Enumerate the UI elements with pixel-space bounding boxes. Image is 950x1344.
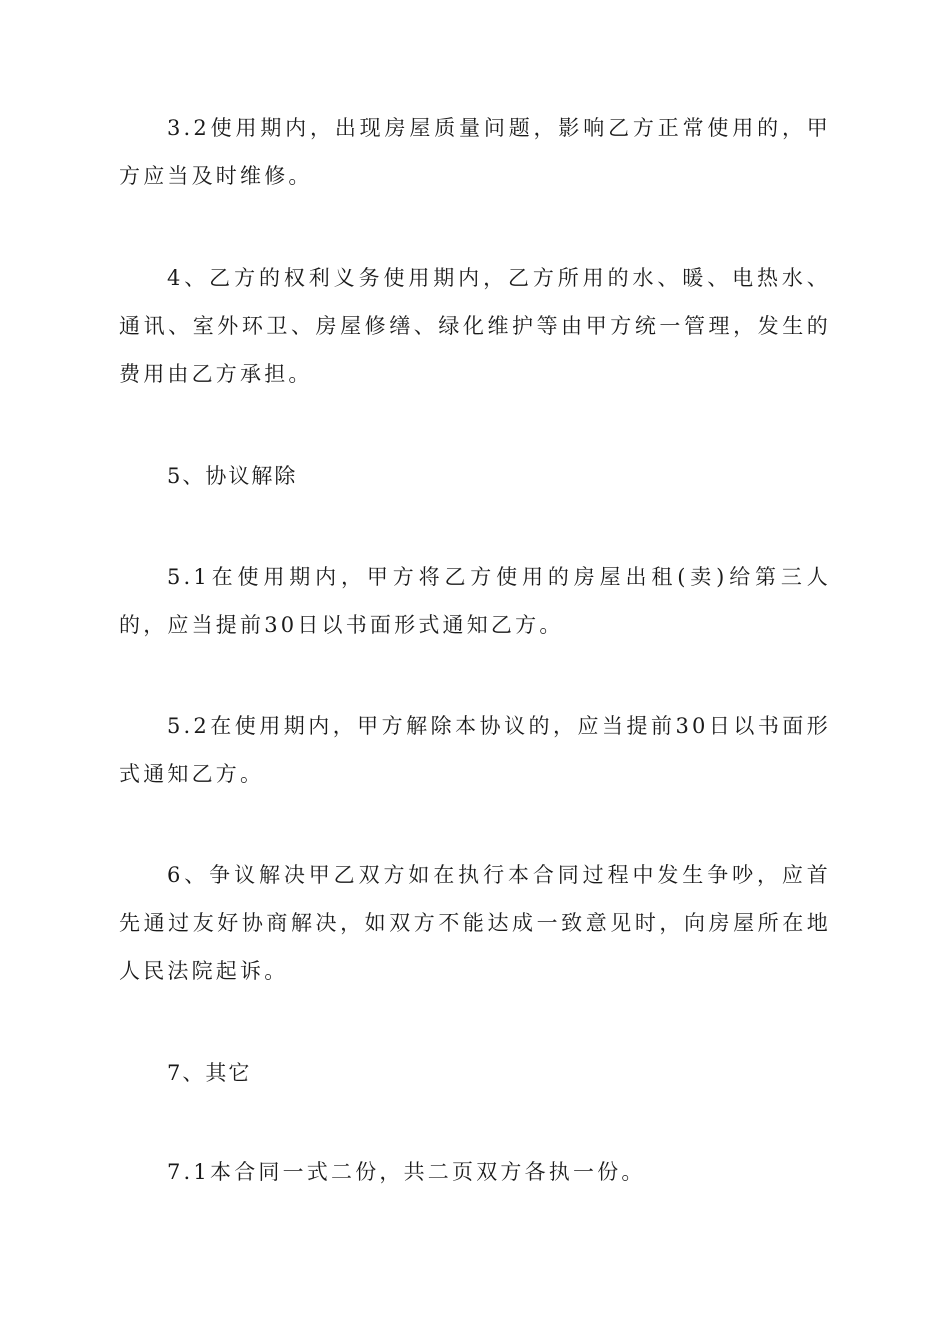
heading-5-termination: 5、协议解除 — [167, 464, 298, 488]
paragraph-5-2: 5.2在使用期内，甲方解除本协议的，应当提前30日以书面形式通知乙方。 — [119, 714, 831, 786]
paragraph-6-dispute: 6、争议解决甲乙双方如在执行本合同过程中发生争吵，应首先通过友好协商解决，如双方不能达成一致意见时，向房屋所在地人民法院起诉。 — [119, 863, 831, 983]
heading-7-other: 7、其它 — [167, 1061, 252, 1085]
paragraph-5-1: 5.1在使用期内，甲方将乙方使用的房屋出租(卖)给第三人的，应当提前30日以书面形式通知乙方。 — [119, 565, 831, 637]
paragraph-4-tenant-rights: 4、乙方的权利义务使用期内，乙方所用的水、暖、电热水、通讯、室外环卫、房屋修缮、绿化维护等由甲方统一管理，发生的费用由乙方承担。 — [119, 266, 831, 386]
paragraph-3-2: 3.2使用期内，出现房屋质量问题，影响乙方正常使用的，甲方应当及时维修。 — [119, 116, 831, 188]
paragraph-7-1: 7.1本合同一式二份，共二页双方各执一份。 — [167, 1160, 646, 1184]
